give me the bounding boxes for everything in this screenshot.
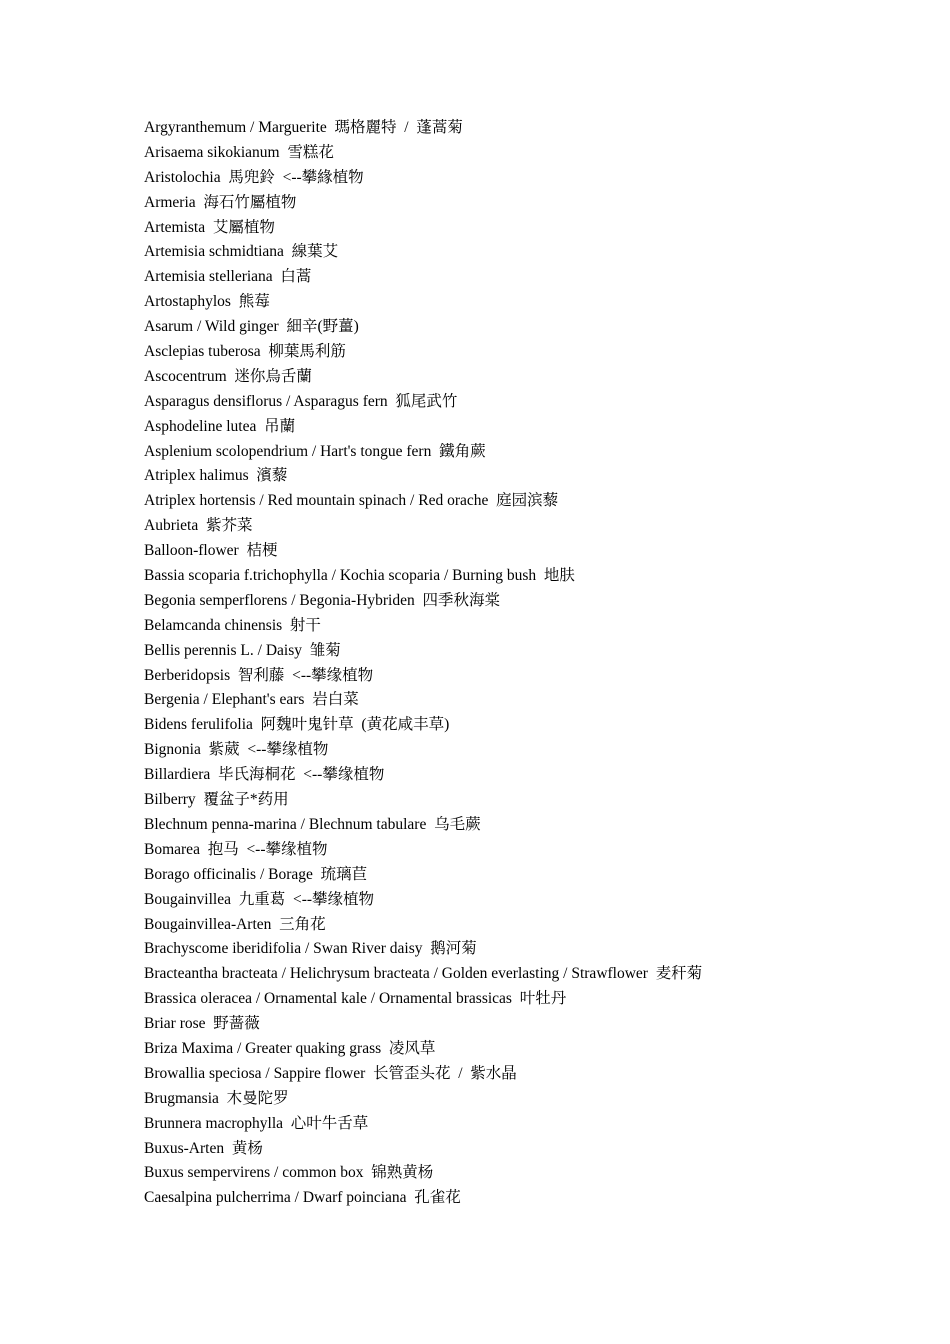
plant-entry: Bellis perennis L. / Daisy 雏菊 — [144, 641, 341, 659]
plant-entry: Browallia speciosa / Sappire flower 长管歪头花 / 紫水晶 — [144, 1064, 517, 1082]
plant-entry: Belamcanda chinensis 射干 — [144, 616, 321, 634]
plant-entry: Buxus-Arten 黄杨 — [144, 1139, 263, 1157]
plant-entry: Caesalpina pulcherrima / Dwarf poinciana 孔雀花 — [144, 1189, 461, 1207]
plant-entry: Bougainvillea 九重葛 <--攀缘植物 — [144, 890, 375, 908]
plant-entry: Asparagus densiflorus / Asparagus fern 狐尾武竹 — [144, 392, 458, 410]
plant-entry: Bignonia 紫葳 <--攀缘植物 — [144, 741, 329, 759]
plant-entry: Brugmansia 木曼陀罗 — [144, 1089, 289, 1107]
plant-entry: Bracteantha bracteata / Helichrysum bracteata / Golden everlasting / Strawflower 麦秆菊 — [144, 965, 703, 983]
plant-entry: Bilberry 覆盆子*药用 — [144, 791, 289, 809]
plant-entry: Bergenia / Elephant's ears 岩白菜 — [144, 691, 359, 709]
plant-entry: Borago officinalis / Borage 琉璃苣 — [144, 865, 368, 883]
plant-entry: Asclepias tuberosa 柳葉馬利筋 — [144, 343, 346, 361]
plant-entry: Ascocentrum 迷你烏舌蘭 — [144, 367, 312, 385]
plant-entry: Arisaema sikokianum 雪糕花 — [144, 143, 334, 161]
plant-entry: Brunnera macrophylla 心叶牛舌草 — [144, 1114, 369, 1132]
plant-entry: Artemisia stelleriana 白蒿 — [144, 268, 312, 286]
plant-entry: Artemisia schmidtiana 線葉艾 — [144, 243, 339, 261]
plant-entry: Briar rose 野蔷薇 — [144, 1015, 260, 1033]
plant-entry: Armeria 海石竹屬植物 — [144, 193, 297, 211]
plant-entry: Blechnum penna-marina / Blechnum tabulare 乌毛蕨 — [144, 815, 481, 833]
plant-entry: Aristolochia 馬兜鈴 <--攀緣植物 — [144, 168, 364, 186]
plant-entry: Briza Maxima / Greater quaking grass 凌风草 — [144, 1039, 436, 1057]
plant-entry: Bomarea 抱马 <--攀缘植物 — [144, 840, 328, 858]
plant-entry: Brachyscome iberidifolia / Swan River daisy 鹅河菊 — [144, 940, 477, 958]
plant-entry: Atriplex hortensis / Red mountain spinach / Red orache 庭园滨藜 — [144, 492, 559, 510]
plant-name-list — [144, 116, 924, 1211]
plant-entry: Asphodeline lutea 吊蘭 — [144, 417, 296, 435]
plant-entry: Bidens ferulifolia 阿魏叶鬼针草 (黄花咸丰草) — [144, 716, 450, 734]
plant-entry: Asplenium scolopendrium / Hart's tongue fern 鐵角蕨 — [144, 442, 486, 460]
plant-entry: Asarum / Wild ginger 細辛(野薑) — [144, 318, 359, 336]
plant-entry: Berberidopsis 智利藤 <--攀缘植物 — [144, 666, 374, 684]
plant-entry: Artemista 艾屬植物 — [144, 218, 275, 236]
plant-entry: Buxus sempervirens / common box 锦熟黄杨 — [144, 1164, 434, 1182]
plant-entry: Balloon-flower 桔梗 — [144, 542, 278, 560]
plant-entry: Begonia semperflorens / Begonia-Hybriden 四季秋海棠 — [144, 591, 500, 609]
plant-entry: Brassica oleracea / Ornamental kale / Ornamental brassicas 叶牡丹 — [144, 990, 567, 1008]
plant-entry: Argyranthemum / Marguerite 瑪格麗特 / 蓬蒿菊 — [144, 119, 463, 136]
plant-entry: Artostaphylos 熊莓 — [144, 293, 270, 311]
plant-entry: Atriplex halimus 濱藜 — [144, 467, 288, 485]
plant-entry: Billardiera 毕氏海桐花 <--攀缘植物 — [144, 766, 385, 784]
plant-entry: Bassia scoparia f.trichophylla / Kochia scoparia / Burning bush 地肤 — [144, 567, 575, 585]
plant-entry: Bougainvillea-Arten 三角花 — [144, 915, 326, 933]
plant-entry: Aubrieta 紫芥菜 — [144, 517, 253, 535]
